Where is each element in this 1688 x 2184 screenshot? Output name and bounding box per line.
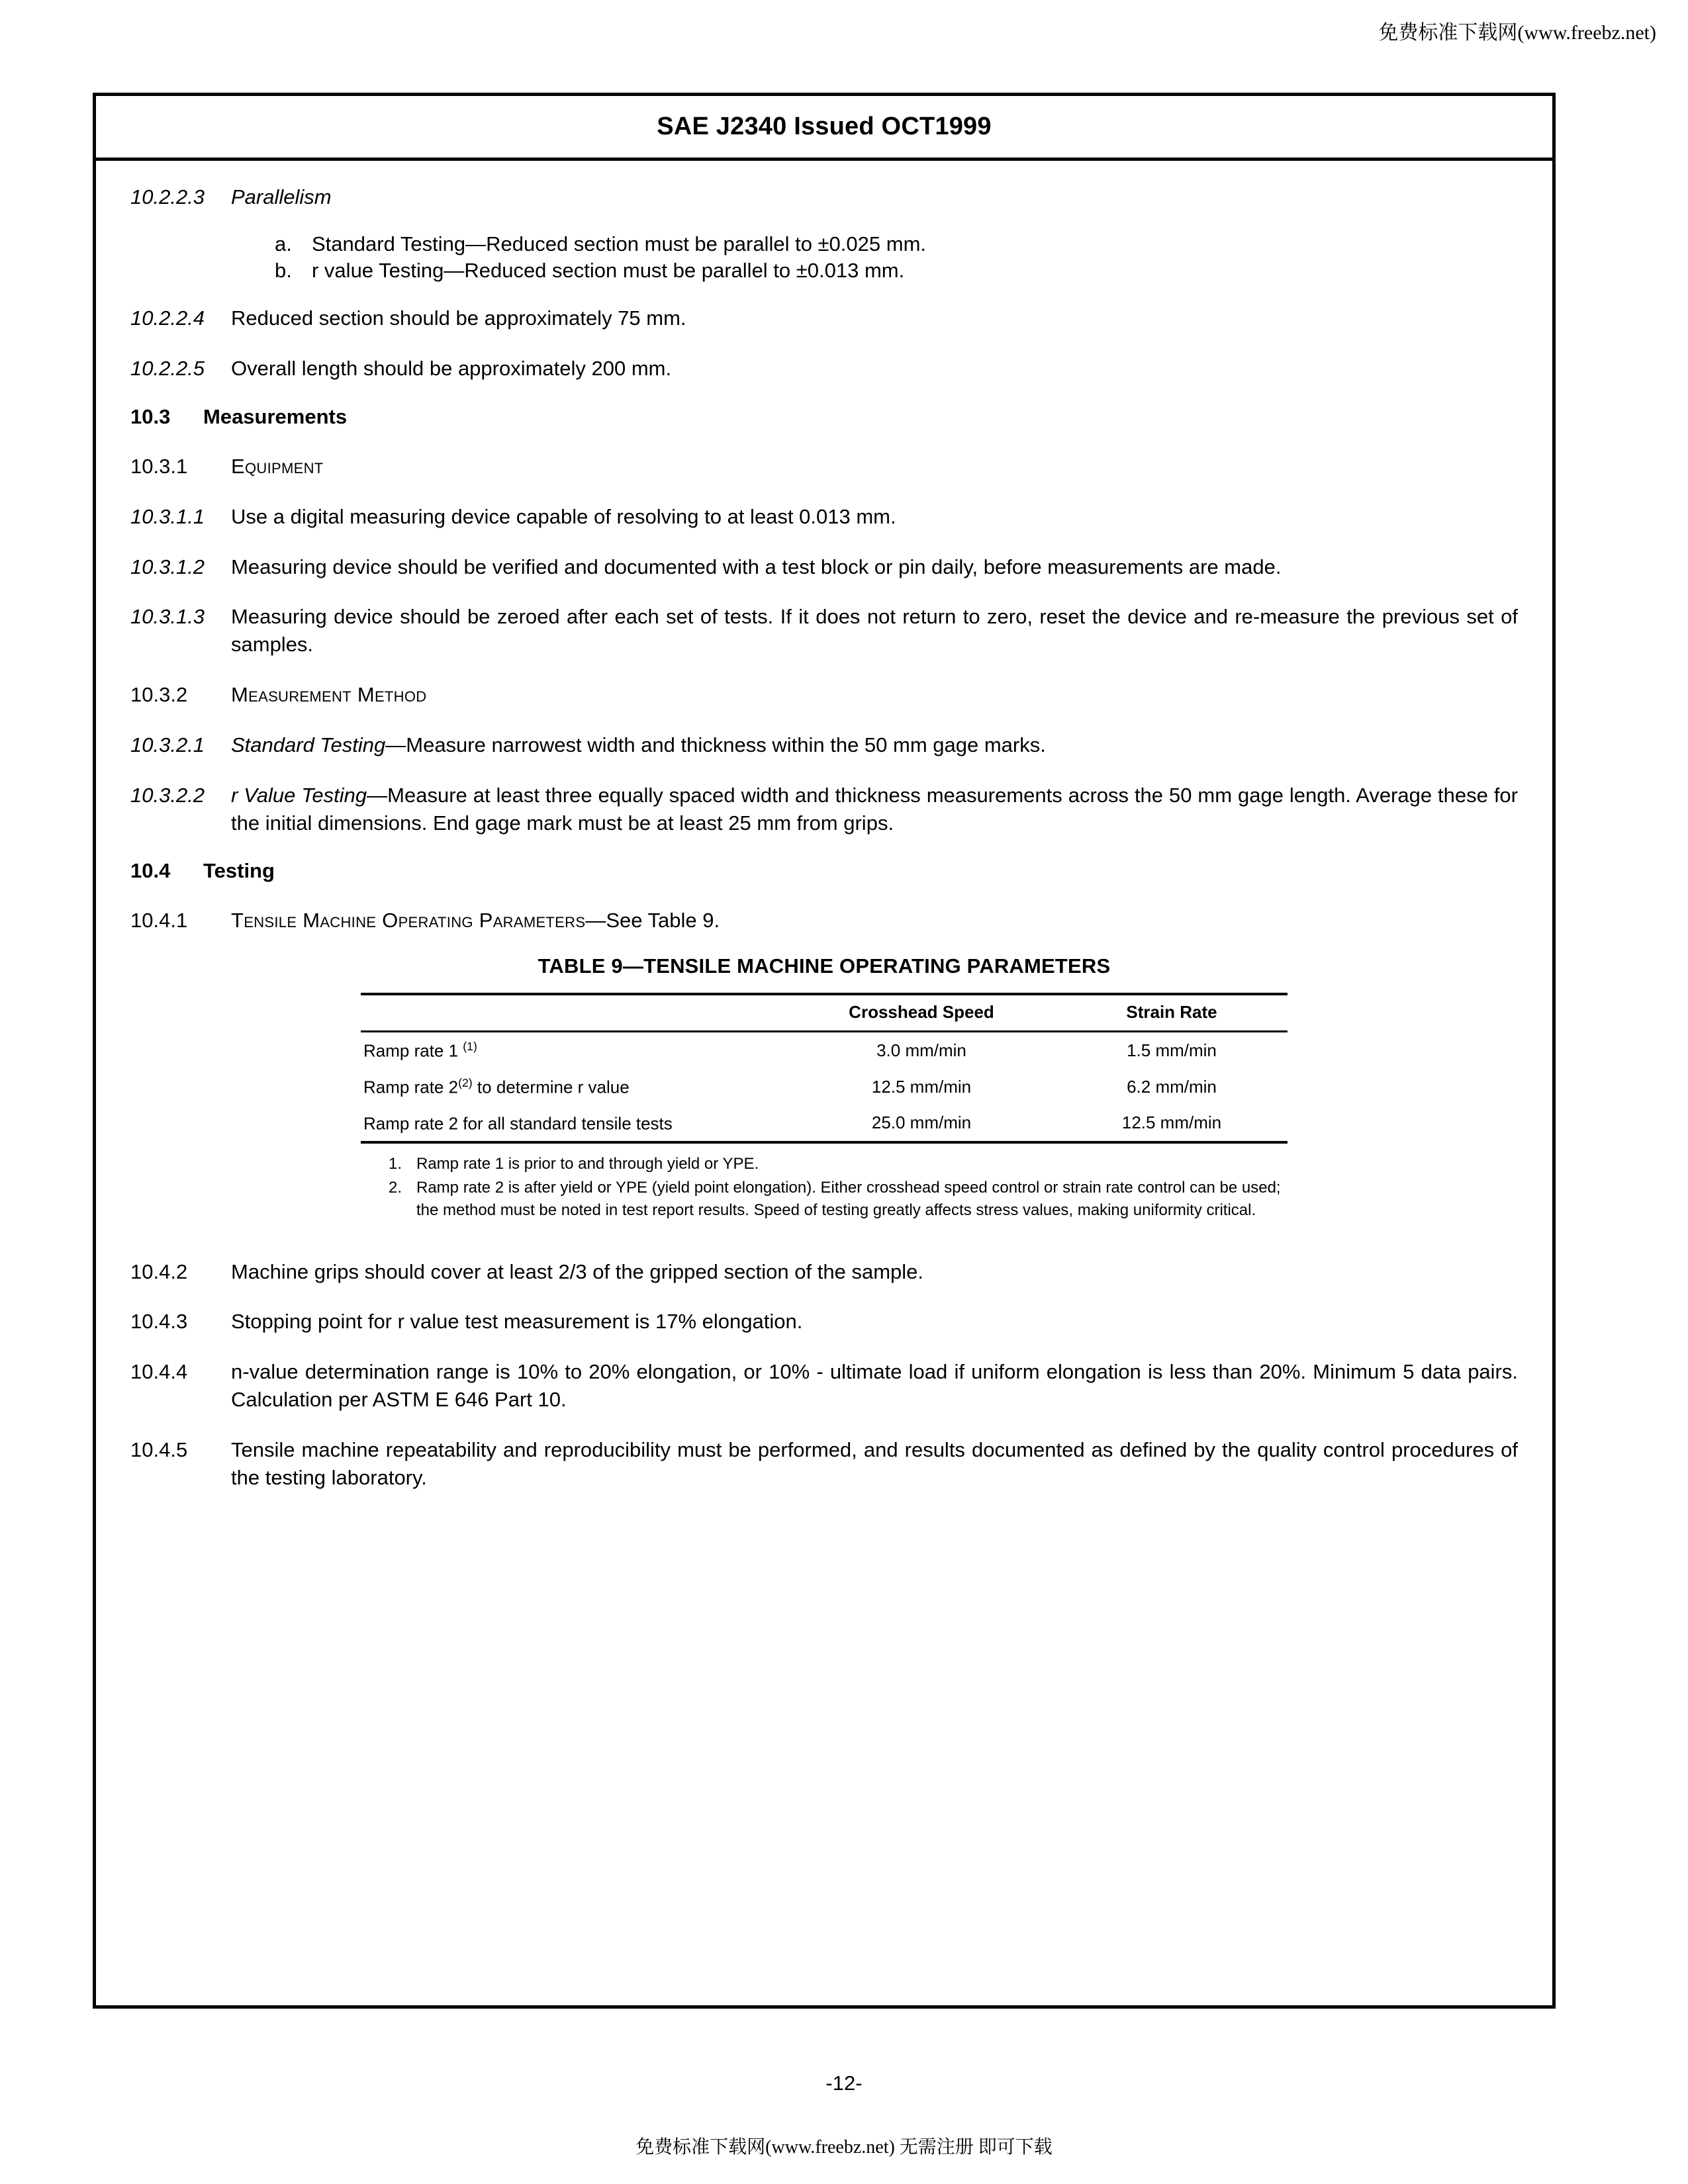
footnote-ref: (2) [458,1075,473,1089]
section-10-4-2 [130,1258,1518,1286]
section-text: Measuring device should be verified and documented with a test block or pin daily, before measurements are made. [231,555,1282,578]
document-body [96,161,1552,1492]
list-item [275,231,1518,257]
section-10-4-3 [130,1308,1518,1336]
section-text: Stopping point for r value test measurement is 17% elongation. [231,1310,803,1334]
section-number: 10.2.2.4 [130,306,205,330]
row-label: Ramp rate 2 [363,1077,459,1097]
section-title: Testing [203,859,275,883]
table-cell-crosshead: 3.0 mm/min [876,1040,966,1061]
list-item-lead: r value Testing [312,258,444,282]
table-header-row [361,994,1288,1032]
table-9-footnotes [389,1153,1288,1222]
section-number: 10.3.1 [130,454,188,478]
section-number: 10.3.1.1 [130,504,205,528]
list-item-text [312,231,926,257]
section-10-2-2-3 [130,183,1518,211]
row-label: Ramp rate 2 for all standard tensile tests [363,1113,673,1134]
section-10-3-heading [130,405,1518,429]
section-10-4-heading [130,859,1518,883]
section-10-3-2-1 [130,731,1518,759]
table-cell-label [361,1032,787,1069]
section-title: Measurement Method [231,683,427,707]
document-header-title: SAE J2340 Issued OCT1999 [657,113,992,140]
section-text [231,782,1518,837]
section-number: 10.4.5 [130,1437,188,1461]
section-10-2-2-5 [130,355,1518,383]
section-number: 10.4.3 [130,1310,188,1334]
section-number: 10.4.4 [130,1360,188,1384]
section-10-4-1 [130,907,1518,934]
section-10-3-2 [130,681,1518,709]
section-body: —Measure narrowest width and thickness within the 50 mm gage marks. [385,733,1046,756]
section-number: 10.3 [130,404,171,428]
footnote-text: Ramp rate 1 is prior to and through yield or YPE. [416,1155,759,1173]
footnote-text: Ramp rate 2 is after yield or YPE (yield point elongation). Either crosshead speed control or strain rate control can be used; the method must be noted in test report results. Speed of testing greatly affects stress values, making uniformity critical. [416,1179,1281,1220]
document-header [96,96,1552,161]
section-lead: Standard Testing [231,733,386,756]
table-cell-label [361,1105,787,1143]
section-10-3-1-3 [130,603,1518,659]
section-10-3-1 [130,453,1518,480]
section-number: 10.2.2.5 [130,357,205,381]
table-9-title: TABLE 9—TENSILE MACHINE OPERATING PARAMETERS [538,954,1111,978]
footnote-number: 1. [389,1155,402,1173]
parallelism-sublist [275,231,1518,283]
spacer [130,1224,1518,1258]
section-10-4-4 [130,1358,1518,1414]
section-number: 10.3.1.3 [130,605,205,629]
list-marker: b. [275,258,292,282]
table-row [361,1032,1288,1069]
footnote [389,1177,1288,1222]
footnote [389,1153,1288,1175]
table-9 [361,993,1288,1144]
document-frame [93,93,1556,2009]
section-lead: r Value Testing [231,783,367,807]
table-cell-strain: 12.5 mm/min [1056,1105,1288,1143]
section-number: 10.4 [130,859,171,883]
table-cell-label [361,1069,787,1105]
section-number: 10.3.1.2 [130,555,205,578]
row-label: Ramp rate 1 [363,1040,463,1061]
top-watermark: 免费标准下载网(www.freebz.net) [1378,22,1656,44]
row-label-tail: to determine r value [472,1077,630,1097]
table-body [361,1032,1288,1142]
bottom-watermark: 免费标准下载网(www.freebz.net) 无需注册 即可下载 [635,2137,1053,2158]
list-marker: a. [275,232,292,255]
page-number: -12- [825,2071,863,2095]
section-number: 10.3.2 [130,683,188,707]
table-col-header-blank [361,994,787,1032]
section-text [231,731,1518,759]
section-text: Use a digital measuring device capable of resolving to at least 0.013 mm. [231,504,896,528]
section-number: 10.2.2.3 [130,185,205,208]
list-item-rest: —Reduced section must be parallel to ±0.013 mm. [444,258,905,282]
section-text: Overall length should be approximately 200 mm. [231,357,672,381]
list-item-lead: Standard Testing [312,232,466,255]
section-number: 10.3.2.2 [130,783,205,807]
section-10-3-1-1 [130,503,1518,531]
list-item [275,257,1518,284]
section-10-2-2-4 [130,304,1518,332]
section-text: n-value determination range is 10% to 20% elongation, or 10% - ultimate load if uniform elongation is less than 20%. Minimum 5 data pairs. Calculation per ASTM E 646 Part 10. [231,1360,1518,1412]
table-cell-crosshead: 25.0 mm/min [787,1105,1056,1143]
table-head [361,994,1288,1032]
section-number: 10.4.2 [130,1259,188,1283]
section-text: Machine grips should cover at least 2/3 of the gripped section of the sample. [231,1259,923,1283]
section-number: 10.4.1 [130,909,188,933]
footnote-ref: (1) [463,1040,477,1054]
table-9-wrapper [361,954,1288,1222]
table-cell-strain: 6.2 mm/min [1127,1076,1217,1097]
table-cell-strain: 1.5 mm/min [1127,1040,1217,1061]
section-text [231,907,1518,934]
section-title: Equipment [231,454,324,478]
section-text: Reduced section should be approximately 75 mm. [231,306,686,330]
section-body: —Measure at least three equally spaced width and thickness measurements across the 50 mm gage length. Average these for the initial dimensions. End gage mark must be at least 25 mm from grips. [231,783,1518,835]
section-suffix: —See Table 9. [585,909,720,933]
section-10-3-1-2 [130,553,1518,581]
section-title: Tensile Machine Operating Parameters [231,909,586,933]
section-text: Tensile machine repeatability and reproducibility must be performed, and results documented as defined by the quality control procedures of the testing laboratory. [231,1437,1518,1489]
list-item-rest: —Reduced section must be parallel to ±0.025 mm. [465,232,927,255]
section-title: Parallelism [231,185,332,208]
footnote-number: 2. [389,1179,402,1197]
table-col-header-strain-rate: Strain Rate [1056,994,1288,1032]
section-10-3-2-2 [130,782,1518,837]
table-col-header-crosshead-speed: Crosshead Speed [787,994,1056,1032]
table-row [361,1105,1288,1143]
section-number: 10.3.2.1 [130,733,205,756]
table-cell-crosshead: 12.5 mm/min [871,1076,972,1097]
section-10-4-5 [130,1436,1518,1492]
table-row [361,1069,1288,1105]
section-text: Measuring device should be zeroed after each set of tests. If it does not return to zero, reset the device and re-measure the previous set of samples. [231,605,1518,657]
section-title: Measurements [203,404,348,428]
list-item-text [312,257,904,284]
